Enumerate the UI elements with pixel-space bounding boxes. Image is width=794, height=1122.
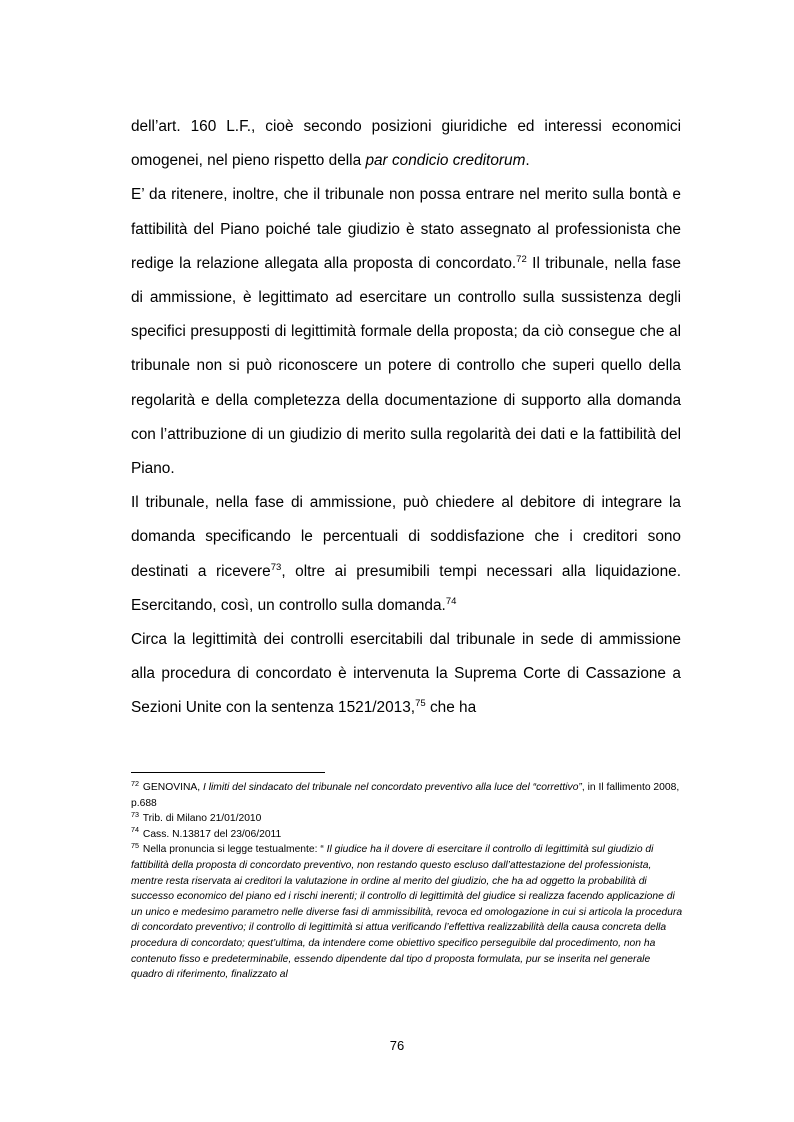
footnote-72: $^{72}$ GENOVINA, I limiti del sindacato del tribunale nel concordato preventivo alla luce del “correttivo”, in Il fallimento 2008, p.688: [131, 778, 680, 809]
footnote-number: 73: [131, 809, 140, 819]
footnote-ref-74[interactable]: 74: [445, 595, 457, 607]
footnote-ref-73[interactable]: 73: [270, 561, 282, 573]
footnote-separator: [131, 772, 325, 773]
paragraph-3: Il tribunale, nella fase di ammissione, può chiedere al debitore di integrare la domanda specificando le percentuali di soddisfazione che i creditori sono destinati a ricevere$^{73}$, oltre ai presumibili tempi necessari alla liquidazione. Esercitando, così, un controllo sulla domanda.$^{74}$: [131, 494, 681, 614]
footnote-73: $^{73}$ Trib. di Milano 21/01/2010: [131, 809, 262, 825]
footnote-ref-72[interactable]: 72: [516, 253, 527, 265]
paragraph-2: E’ da ritenere, inoltre, che il tribunale non possa entrare nel merito sulla bontà e fattibilità del Piano poiché tale giudizio è stato assegnato al professionista che redige la relazione allegata alla proposta di concordato.$^{72}$ Il tribunale, nella fase di ammissione, è legittimato ad esercitare un controllo sulla sussistenza degli specifici presupposti di legittimità formale della proposta; da ciò consegue che al tribunale non si può riconoscere un potere di controllo che superi quello della regolarità e della completezza della documentazione di supporto alla domanda con l’attribuzione di un giudizio di merito sulla regolarità dei dati e la fattibilità del Piano.: [131, 186, 681, 478]
paragraph-1: dell’art. 160 L.F., cioè secondo posizioni giuridiche ed interessi economici omogenei, nel pieno rispetto della par condicio creditorum.: [131, 118, 681, 170]
footnote-number: 75: [131, 840, 140, 850]
footnote-number: 72: [131, 778, 140, 788]
italic-phrase: par condicio creditorum: [365, 152, 526, 170]
footnote-74: $^{74}$ Cass. N.13817 del 23/06/2011: [131, 825, 282, 840]
footnote-ref-75[interactable]: 75: [415, 698, 426, 710]
footnotes: [131, 780, 685, 983]
paragraph-4: Circa la legittimità dei controlli esercitabili dal tribunale in sede di ammissione alla procedura di concordato è intervenuta la Suprema Corte di Cassazione a Sezioni Unite con la sentenza 1521/2013,75 che ha: [131, 631, 681, 717]
footnote-75: $^{75}$ Nella pronuncia si legge testualmente: “ Il giudice ha il dovere di esercitare il controllo di legittimità sul giudizio di fattibilità della proposta di concordato preventivo, non restando questo escluso dall’attestazione del professionista, mentre resta riservata ai creditori la valutazione in ordine al merito del giudizio, che ha ad oggetto la probabilità di successo economico del piano ed i rischi inerenti; il controllo di legittimità del giudice si realizza facendo applicazione di un unico e medesimo parametro nelle diverse fasi di ammissibilità, revoca ed omologazione in cui si articola la procedura di concordato preventivo; il controllo di legittimità si attua verificando l’effettiva realizzabilità della causa concreta della procedura di concordato; quest’ultima, da intendere come obiettivo specifico perseguibile dal procedimento, non ha contenuto fisso e predeterminabile, essendo dipendente dal tipo d proposta formulata, pur se inserita nel generale quadro di riferimento, finalizzato al: [131, 840, 683, 981]
page-number: 76: [389, 1038, 405, 1053]
body-text: [131, 110, 681, 726]
footnote-number: 74: [131, 825, 140, 835]
